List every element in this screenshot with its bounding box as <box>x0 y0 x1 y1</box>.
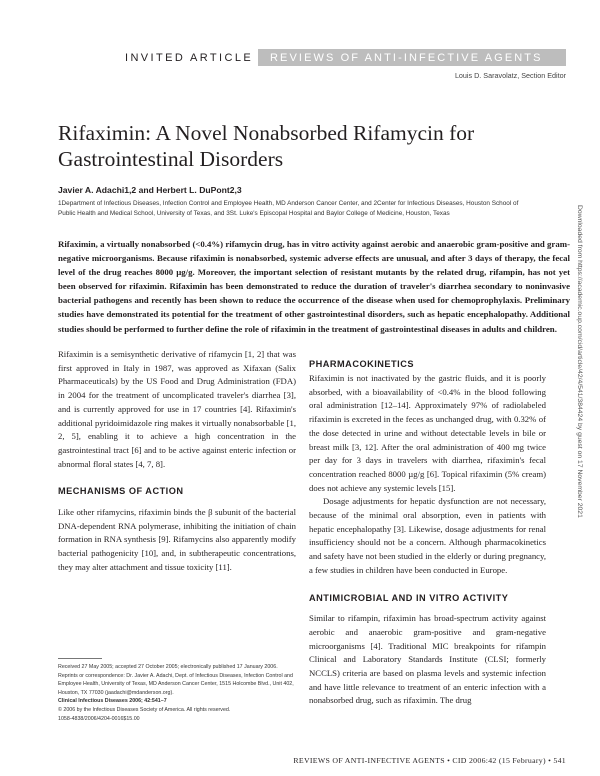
section-editor: Louis D. Saravolatz, Section Editor <box>454 71 566 80</box>
footnote-reprints: Reprints or correspondence: Dr. Javier A. Adachi, Dept. of Infectious Diseases, Infection Control and Employee Health, University of Texas, MD Anderson Cancer Center, 1515 Holcombe Blvd., Unit 402, Houston, TX 77030 (jaadachi@mdanderson.org). <box>58 672 294 696</box>
antimicrobial-paragraph: Similar to rifampin, rifaximin has broad-spectrum activity against aerobic and anaerobic gram-positive and gram-negative microorganisms [4]. Traditional MIC breakpoints for rifampin Clinical and Laboratory Standards Institute (CLSI; formerly NCCLS) criteria are based on plasma levels and systemic infection and have little relevance to treatment of an enteric infection with a nonabsorbed drug, such as rifaximin. The drug <box>309 613 546 706</box>
intro-paragraph: Rifaximin is a semisynthetic derivative of rifamycin [1, 2] that was first approved in Italy in 1987, was approved as Xifaxan (Salix Pharmaceuticals) by the US Food and Drug Administration (FDA) in 2004 for the treatment of uncomplicated traveler's diarrhea [3], and is currently approved for use in 17 countries [4]. Rifaximin's additional pyridoimidazole ring makes it virtually nonabsorbable [1, 2, 5], enabling it to achieve a high concentration in the gastrointestinal tract [6] and to be active against enteric infection or abnormal floral states [4, 7, 8]. <box>58 349 296 469</box>
pharmacokinetics-paragraph-1: Rifaximin is not inactivated by the gastric fluids, and it is poorly absorbed, with a bioavailability of <0.4% in the blood following oral administration [12–14]. Approximately 97% of radiolabeled rifaximin is excreted in the feces as unchanged drug, with 0.32% of the dose detected in urine and without detectable levels in bile or breast milk [3, 12]. After the oral administration of 400 mg twice per day for 3 days in travelers with diarrhea, rifaximin's fecal concentration reached 8000 µg/g [6]. Topical rifaximin (5% cream) does not achieve any systemic levels [15]. <box>309 373 546 493</box>
pharmacokinetics-paragraph-2: Dosage adjustments for hepatic dysfunction are not necessary, because of the minimal oral absorption, even in patients with hepatic encephalopathy [3]. Likewise, dosage adjustments for renal insufficiency should not be a concern. Although pharmacokinetics and safety have not been studied in the elderly or during pregnancy, a few studies in children have been conducted in Europe. <box>309 496 546 575</box>
section-heading-mechanisms: MECHANISMS OF ACTION <box>58 486 184 497</box>
article-title: Rifaximin: A Novel Nonabsorbed Rifamycin for Gastrointestinal Disorders <box>58 121 475 171</box>
section-heading-antimicrobial: ANTIMICROBIAL AND IN VITRO ACTIVITY <box>309 592 509 603</box>
footnote-issn: 1058-4838/2006/4204-0016$15.00 <box>58 715 140 722</box>
footnote-received: Received 27 May 2005; accepted 27 October 2005; electronically published 17 January 2006. <box>58 664 278 670</box>
left-column <box>58 348 296 575</box>
page-footer: REVIEWS OF ANTI-INFECTIVE AGENTS • CID 2006:42 (15 February) • 541 <box>293 756 566 765</box>
affiliations: 1Department of Infectious Diseases, Infection Control and Employee Health, MD Anderson Cancer Center, and 2Center for Infectious Diseases, Houston School of Public Health and Medical School, University of Texas, and 3St. Luke's Episcopal Hospital and Baylor College of Medicine, Houston, Texas <box>58 200 519 217</box>
section-heading-pharmacokinetics: PHARMACOKINETICS <box>309 359 414 369</box>
invited-article-label: INVITED ARTICLE <box>125 52 254 64</box>
download-watermark: Downloaded from https://academic.oup.com/cid/article/42/4/541/384424 by guest on 17 November 2021 <box>576 205 583 518</box>
authors: Javier A. Adachi1,2 and Herbert L. DuPont2,3 <box>58 185 242 195</box>
section-banner-text: REVIEWS OF ANTI-INFECTIVE AGENTS <box>270 52 543 64</box>
right-column <box>309 359 546 708</box>
footnotes <box>58 663 298 723</box>
footnote-citation: Clinical Infectious Diseases 2006; 42:541–7 <box>58 698 167 705</box>
footnote-rule <box>58 658 102 659</box>
abstract: Rifaximin, a virtually nonabsorbed (<0.4%) rifamycin drug, has in vitro activity against aerobic and anaerobic gram-positive and gram-negative microorganisms. Because rifaximin is nonabsorbed, systemic adverse effects are unusual, and after 3 days of therapy, the fecal level of the drug reaches 8000 µg/g. Moreover, the important selection of resistant mutants by the related drug, rifampin, has not yet been observed for rifaximin. Rifaximin has been demonstrated to reduce the duration of traveler's diarrhea secondary to noninvasive bacterial pathogens and recently has been shown to reduce the occurrence of the disease when used for chemoprophylaxis. Preliminary studies have demonstrated its potential for the treatment of other gastrointestinal disorders, such as hepatic encephalopathy. Additional studies should be performed to further define the role of rifaximin in the treatment of gastrointestinal diseases in adults and children. <box>58 239 570 334</box>
footnote-copyright: © 2006 by the Infectious Diseases Society of America. All rights reserved. <box>58 706 231 713</box>
mechanisms-paragraph: Like other rifamycins, rifaximin binds the β subunit of the bacterial DNA-dependent RNA polymerase, inhibiting the initiation of chain formation in RNA synthesis [9]. Rifamycins also apparently modify bacterial pathogenicity [10], and, in subtherapeutic concentrations, they may alter attachment and tissue toxicity [11]. <box>58 507 296 572</box>
